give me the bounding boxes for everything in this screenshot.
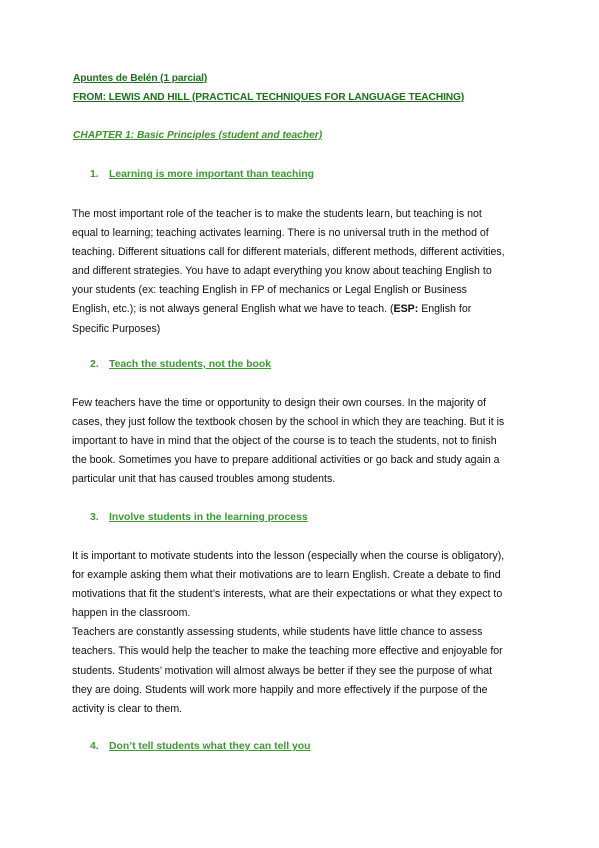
section-number: 3.	[90, 512, 99, 523]
paragraph-line: It is important to motivate students into the lesson (especially when the course is obligatory),	[72, 550, 505, 562]
paragraph-line: they are doing. Students will work more happily and more effectively if the purpose of the	[72, 683, 488, 696]
paragraph-line: cases, they just follow the textbook chosen by the school in which they are teaching. But it is	[72, 416, 505, 429]
line-text: English for	[418, 303, 472, 316]
paragraph-line: teachers. This would help the teacher to make the teaching more effective and enjoyable for	[72, 645, 503, 658]
section-3-paragraph	[72, 547, 532, 719]
paragraph-line: and different strategies. You have to adapt everything you know about teaching English to	[72, 265, 492, 278]
paragraph-line: the book. Sometimes you have to prepare additional activities or go back and study again a	[72, 454, 500, 467]
esp-acronym: ESP:	[393, 303, 419, 316]
paragraph-line: activity is clear to them.	[72, 702, 183, 715]
section-title: Teach the students, not the book	[109, 359, 272, 370]
paragraph-line: teaching. Different situations call for different materials, different methods, different activities,	[72, 246, 505, 259]
paragraph-line: particular unit that has caused troubles among students.	[72, 473, 336, 486]
line-text: English, etc.); is not always general English what we have to teach. (	[72, 303, 394, 316]
paragraph-line: Specific Purposes)	[72, 322, 161, 335]
section-title: Involve students in the learning process	[109, 512, 308, 523]
paragraph-line: for example asking them what their motivations are to learn English. Create a debate to find	[72, 569, 501, 582]
chapter-title: CHAPTER 1: Basic Principles (student and teacher)	[73, 130, 323, 141]
paragraph-line: motivations that fit the student’s interests, what are their expectations or what they expect to	[72, 588, 503, 601]
paragraph-line	[72, 300, 532, 319]
section-title: Learning is more important than teaching	[109, 169, 314, 180]
paragraph-line: students. Students’ motivation will almost always be better if they see the purpose of what	[72, 664, 493, 677]
paragraph-line: Teachers are constantly assessing students, while students have little chance to assess	[72, 626, 483, 639]
paragraph-line: your students (ex: teaching English in FP of mechanics or Legal English or Business	[72, 284, 467, 297]
section-heading-2	[90, 359, 271, 370]
section-heading-1	[90, 169, 314, 180]
section-number: 1.	[90, 169, 99, 180]
paragraph-line: equal to learning; teaching activates learning. There is no universal truth in the method of	[72, 227, 489, 240]
paragraph-line: The most important role of the teacher is to make the students learn, but teaching is not	[72, 208, 482, 220]
notes-title: Apuntes de Belén (1 parcial)	[73, 73, 208, 84]
paragraph-line: important to have in mind that the object of the course is to teach the students, not to finish	[72, 435, 497, 448]
paragraph-line: happen in the classroom.	[72, 607, 191, 620]
section-heading-4	[90, 741, 311, 752]
section-number: 4.	[90, 741, 99, 752]
section-heading-3	[90, 512, 308, 523]
source-title: FROM: LEWIS AND HILL (PRACTICAL TECHNIQUES FOR LANGUAGE TEACHING)	[73, 92, 465, 103]
section-1-paragraph	[72, 205, 532, 339]
section-title: Don’t tell students what they can tell you	[109, 741, 311, 752]
section-2-paragraph	[72, 394, 532, 489]
paragraph-line: Few teachers have the time or opportunity to design their own courses. In the majority of	[72, 397, 486, 409]
section-number: 2.	[90, 359, 99, 370]
